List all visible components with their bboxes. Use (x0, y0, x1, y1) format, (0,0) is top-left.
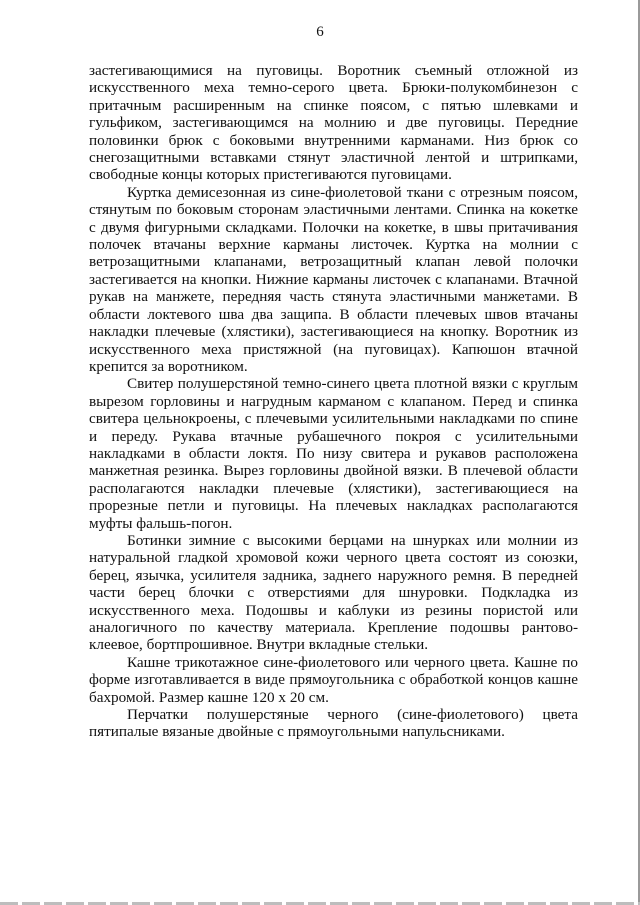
paragraph-jacket: Куртка демисезонная из сине-фиолетовой ткани с отрезным поясом, стянутым по боковым сторонам эластичными лентами. Спинка на кокетке с двумя фигурными складками. Полочки на кокетке, в швы притачивания полочек втачаны верхние карманы листочек. Куртка на молнии с ветрозащитными клапанами, ветрозащитный клапан левой полочки застегивается на кнопки. Нижние карманы листочек с клапанами. Втачной рукав на манжете, передняя часть стянута эластичными манжетами. В области локтевого шва два защипа. В области плечевых швов втачаны накладки плечевые (хлястики), застегивающиеся на кнопку. Воротник из искусственного меха пристяжной (на пуговицах). Капюшон втачной крепится за воротником. (89, 183, 578, 375)
document-body (89, 62, 578, 741)
page-number: 6 (316, 24, 324, 40)
paragraph-boots: Ботинки зимние с высокими берцами на шнурках или молнии из натуральной гладкой хромовой кожи черного цвета состоят из союзки, берец, язычка, усилителя задника, заднего наружного ремня. В передней части берец блочки с отверстиями для шнуровки. Подкладка из искусственного меха. Подошвы и каблуки из резины пористой или аналогичного по качеству материала. Крепление подошвы рантово-клеевое, бортпрошивное. Внутри вкладные стельки. (89, 531, 578, 654)
paragraph-gloves: Перчатки полушерстяные черного (сине-фиолетового) цвета пятипалые вязаные двойные с прямоугольными напульсниками. (89, 706, 578, 741)
paragraph-sweater: Свитер полушерстяной темно-синего цвета плотной вязки с круглым вырезом горловины и нагрудным карманом с клапаном. Перед и спинка свитера цельнокроены, с плечевыми усилительными накладками по спине и переду. Рукава втачные рубашечного покроя с усилительными накладками в области локтя. По низу свитера и рукавов расположена манжетная резинка. Вырез горловины двойной вязки. В плечевой области располагаются накладки плечевые (хлястики), застегивающиеся на прорезные петли и пуговицы. На плечевых накладках располагаются муфты фальшь-погон. (89, 375, 578, 532)
paragraph-scarf: Кашне трикотажное сине-фиолетового или черного цвета. Кашне по форме изготавливается в виде прямоугольника с обработкой концов кашне бахромой. Размер кашне 120 х 20 см. (89, 653, 578, 706)
paragraph-uniform-continuation: застегивающимися на пуговицы. Воротник съемный отложной из искусственного меха темно-серого цвета. Брюки-полукомбинезон с притачным расширенным на спинке поясом, с пятью шлевками и гульфиком, застегивающимся на молнию и две пуговицы. Передние половинки брюк с боковыми внутренними карманами. Низ брюк со снегозащитными вставками стянут эластичной лентой и штрипками, свободные концы которых пристегиваются пуговицами. (89, 62, 578, 184)
